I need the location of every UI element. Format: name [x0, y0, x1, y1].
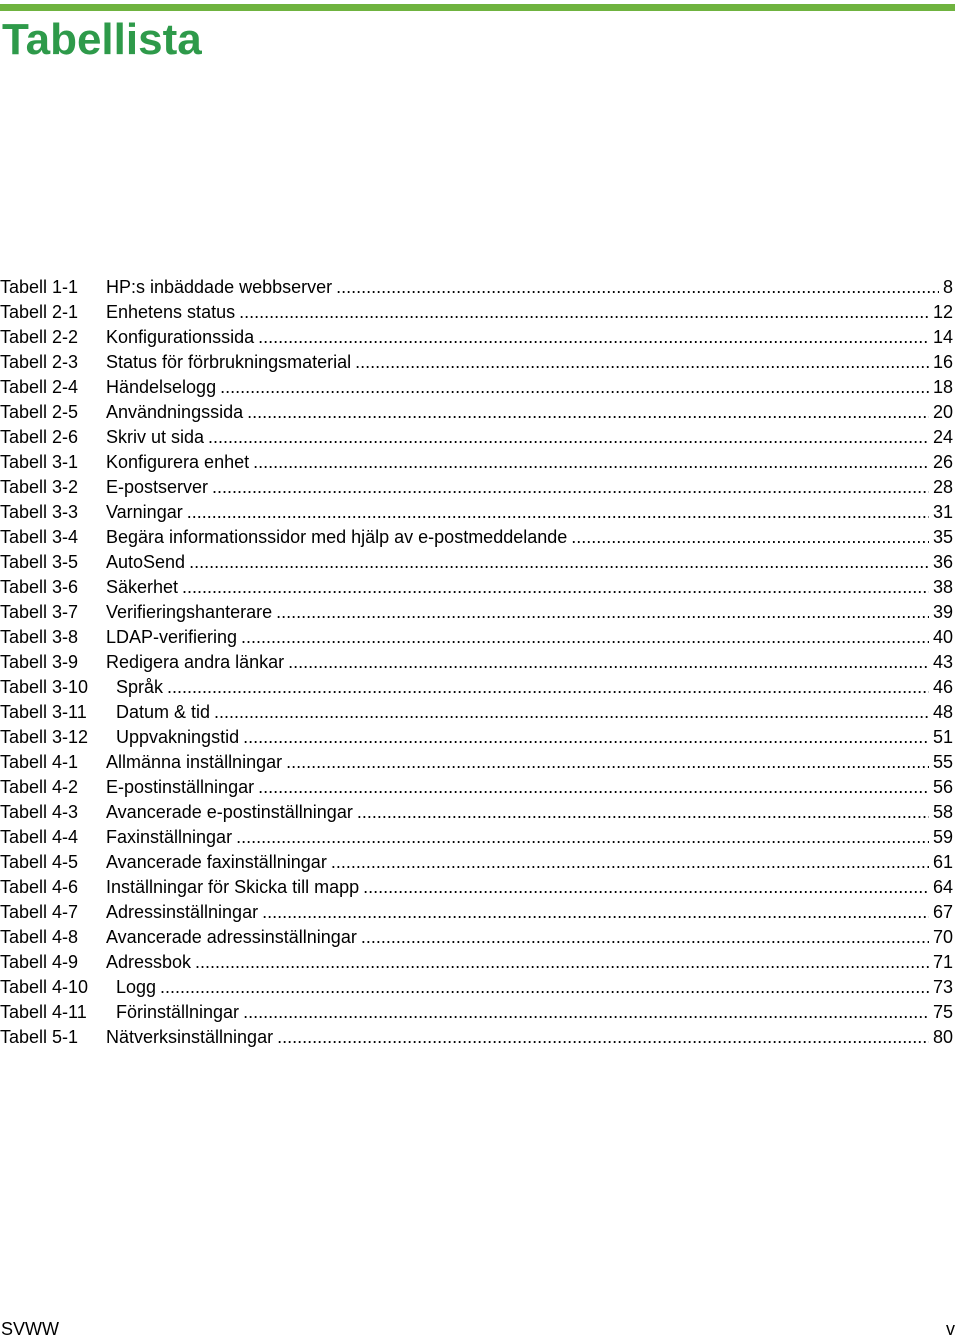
- toc-entry-title: Förinställningar: [116, 1002, 240, 1022]
- toc-entry-page: 8: [942, 277, 953, 297]
- toc-entry-number: Tabell 4-2: [0, 777, 79, 797]
- toc-entry-number: Tabell 3-7: [0, 602, 79, 622]
- toc-entry-number: Tabell 5-1: [0, 1027, 79, 1047]
- toc-entry[interactable]: [0, 950, 953, 975]
- toc-entry[interactable]: [0, 450, 953, 475]
- toc-entry[interactable]: [0, 750, 953, 775]
- toc-entry[interactable]: [0, 275, 953, 300]
- toc-entry-page: 48: [932, 702, 953, 722]
- toc-entry-page: 55: [932, 752, 953, 772]
- toc-entry[interactable]: [0, 675, 953, 700]
- toc-entry-number: Tabell 4-7: [0, 902, 79, 922]
- dot-leader: [167, 675, 929, 700]
- toc-entry-page: 75: [932, 1002, 953, 1022]
- toc-entry-page: 67: [932, 902, 953, 922]
- toc-entry-title: Adressbok: [106, 952, 192, 972]
- toc-entry-title: Avancerade faxinställningar: [106, 852, 327, 872]
- dot-leader: [355, 350, 929, 375]
- toc-entry[interactable]: [0, 900, 953, 925]
- toc-entry[interactable]: [0, 500, 953, 525]
- toc-entry-number: Tabell 3-11: [0, 702, 87, 722]
- toc-entry-number: Tabell 3-10: [0, 677, 89, 697]
- toc-entry-number: Tabell 1-1: [0, 277, 79, 297]
- toc-entry-title: Uppvakningstid: [116, 727, 240, 747]
- dot-leader: [258, 775, 929, 800]
- toc-entry-title: Adressinställningar: [106, 902, 259, 922]
- toc-entry-page: 71: [932, 952, 953, 972]
- dot-leader: [189, 550, 929, 575]
- toc-entry[interactable]: [0, 850, 953, 875]
- toc-entry-page: 43: [932, 652, 953, 672]
- toc-entry-number: Tabell 4-10: [0, 977, 89, 997]
- toc-entry-title: Nätverksinställningar: [106, 1027, 274, 1047]
- dot-leader: [236, 825, 929, 850]
- toc-entry-page: 18: [932, 377, 953, 397]
- toc-entry-number: Tabell 2-5: [0, 402, 79, 422]
- page-title: Tabellista: [2, 15, 202, 64]
- toc-entry-title: HP:s inbäddade webbserver: [106, 277, 333, 297]
- toc-entry-page: 20: [932, 402, 953, 422]
- toc-entry[interactable]: [0, 525, 953, 550]
- toc-entry-title: LDAP-verifiering: [106, 627, 238, 647]
- dot-leader: [243, 1000, 929, 1025]
- toc-entry-number: Tabell 4-3: [0, 802, 79, 822]
- toc-entry[interactable]: [0, 825, 953, 850]
- toc-entry-title: Konfigurationssida: [106, 327, 255, 347]
- toc-entry-title: Redigera andra länkar: [106, 652, 285, 672]
- toc-entry[interactable]: [0, 800, 953, 825]
- toc-entry-title: Skriv ut sida: [106, 427, 205, 447]
- toc-entry-title: Händelselogg: [106, 377, 217, 397]
- toc-entry-number: Tabell 4-11: [0, 1002, 87, 1022]
- toc-entry-page: 51: [932, 727, 953, 747]
- toc-entry-title: Logg: [116, 977, 157, 997]
- header-rule: [0, 4, 955, 11]
- dot-leader: [208, 425, 929, 450]
- toc-entry-title: Säkerhet: [106, 577, 179, 597]
- toc-entry-page: 38: [932, 577, 953, 597]
- dot-leader: [331, 850, 929, 875]
- toc-entry[interactable]: [0, 425, 953, 450]
- toc-entry-page: 40: [932, 627, 953, 647]
- toc-entry-page: 31: [932, 502, 953, 522]
- toc-entry-page: 80: [932, 1027, 953, 1047]
- dot-leader: [357, 800, 929, 825]
- toc-entry-page: 14: [932, 327, 953, 347]
- toc-entry[interactable]: [0, 400, 953, 425]
- toc-entry-title: AutoSend: [106, 552, 186, 572]
- toc-entry-title: Status för förbrukningsmaterial: [106, 352, 352, 372]
- toc-entry[interactable]: [0, 625, 953, 650]
- dot-leader: [262, 900, 929, 925]
- toc-entry-number: Tabell 3-8: [0, 627, 79, 647]
- toc-entry-number: Tabell 4-9: [0, 952, 79, 972]
- toc-entry-title: Enhetens status: [106, 302, 236, 322]
- toc-entry-page: 61: [932, 852, 953, 872]
- footer-page-number: v: [946, 1319, 955, 1339]
- toc-entry-number: Tabell 2-1: [0, 302, 79, 322]
- toc-entry[interactable]: [0, 925, 953, 950]
- dot-leader: [277, 1025, 929, 1050]
- toc-entry-number: Tabell 3-6: [0, 577, 79, 597]
- toc-entry-number: Tabell 2-6: [0, 427, 79, 447]
- dot-leader: [241, 625, 929, 650]
- toc-entry[interactable]: [0, 600, 953, 625]
- toc-entry-number: Tabell 2-4: [0, 377, 79, 397]
- toc-entry-page: 35: [932, 527, 953, 547]
- dot-leader: [160, 975, 929, 1000]
- toc-entry-page: 56: [932, 777, 953, 797]
- dot-leader: [243, 725, 929, 750]
- toc-entry-number: Tabell 4-4: [0, 827, 79, 847]
- dot-leader: [212, 475, 929, 500]
- toc-entry-number: Tabell 3-4: [0, 527, 79, 547]
- dot-leader: [288, 650, 929, 675]
- toc-entry-number: Tabell 3-2: [0, 477, 79, 497]
- toc-entry-page: 73: [932, 977, 953, 997]
- toc-entry[interactable]: [0, 375, 953, 400]
- toc-entry-title: Konfigurera enhet: [106, 452, 250, 472]
- toc-entry[interactable]: [0, 1025, 953, 1050]
- toc-entry-number: Tabell 3-5: [0, 552, 79, 572]
- toc-entry-title: Avancerade e-postinställningar: [106, 802, 353, 822]
- toc-entry-number: Tabell 4-8: [0, 927, 79, 947]
- toc-entry-title: E-postserver: [106, 477, 209, 497]
- toc-entry[interactable]: [0, 1000, 953, 1025]
- toc-entry-number: Tabell 3-3: [0, 502, 79, 522]
- toc-entry[interactable]: [0, 975, 953, 1000]
- toc-entry-title: Faxinställningar: [106, 827, 233, 847]
- toc-entry-title: Allmänna inställningar: [106, 752, 283, 772]
- toc-entry-title: E-postinställningar: [106, 777, 255, 797]
- dot-leader: [276, 600, 929, 625]
- dot-leader: [239, 300, 929, 325]
- dot-leader: [258, 325, 929, 350]
- footer-left-label: SVWW: [1, 1319, 59, 1339]
- toc-entry-title: Användningssida: [106, 402, 244, 422]
- toc-entry-title: Inställningar för Skicka till mapp: [106, 877, 360, 897]
- toc-entry-number: Tabell 4-6: [0, 877, 79, 897]
- dot-leader: [214, 700, 929, 725]
- dot-leader: [182, 575, 929, 600]
- toc-entry[interactable]: [0, 300, 953, 325]
- toc-entry-title: Datum & tid: [116, 702, 211, 722]
- toc-entry-page: 24: [932, 427, 953, 447]
- toc-entry-number: Tabell 4-5: [0, 852, 79, 872]
- toc-entry[interactable]: [0, 575, 953, 600]
- dot-leader: [247, 400, 929, 425]
- toc-entry[interactable]: [0, 475, 953, 500]
- toc-entry-page: 26: [932, 452, 953, 472]
- toc-entry-number: Tabell 2-3: [0, 352, 79, 372]
- dot-leader: [363, 875, 929, 900]
- toc-entry[interactable]: [0, 700, 953, 725]
- dot-leader: [286, 750, 929, 775]
- toc-entry-page: 59: [932, 827, 953, 847]
- dot-leader: [195, 950, 929, 975]
- toc-entry-title: Verifieringshanterare: [106, 602, 273, 622]
- toc-entry-page: 46: [932, 677, 953, 697]
- dot-leader: [187, 500, 929, 525]
- toc-entry-page: 12: [932, 302, 953, 322]
- toc-entry-page: 36: [932, 552, 953, 572]
- toc-entry[interactable]: [0, 875, 953, 900]
- toc-entry-title: Varningar: [106, 502, 183, 522]
- toc-entry-number: Tabell 3-9: [0, 652, 79, 672]
- toc-entry[interactable]: [0, 350, 953, 375]
- toc-entry-page: 39: [932, 602, 953, 622]
- dot-leader: [361, 925, 929, 950]
- toc-entry[interactable]: [0, 650, 953, 675]
- toc-entry-number: Tabell 2-2: [0, 327, 79, 347]
- toc-entry-number: Tabell 3-1: [0, 452, 79, 472]
- toc-entry-page: 16: [932, 352, 953, 372]
- toc-entry-title: Avancerade adressinställningar: [106, 927, 357, 947]
- toc-entry-page: 70: [932, 927, 953, 947]
- toc-entry[interactable]: [0, 325, 953, 350]
- toc-entry[interactable]: [0, 725, 953, 750]
- toc-entry[interactable]: [0, 550, 953, 575]
- dot-leader: [220, 375, 929, 400]
- toc-entry-number: Tabell 4-1: [0, 752, 79, 772]
- dot-leader: [336, 275, 939, 300]
- toc-entry[interactable]: [0, 775, 953, 800]
- toc-entry-number: Tabell 3-12: [0, 727, 89, 747]
- dot-leader: [253, 450, 929, 475]
- toc-entry-page: 58: [932, 802, 953, 822]
- dot-leader: [571, 525, 929, 550]
- toc-entry-title: Språk: [116, 677, 164, 697]
- toc-entry-page: 64: [932, 877, 953, 897]
- toc-entry-page: 28: [932, 477, 953, 497]
- toc-entry-title: Begära informationssidor med hjälp av e-postmeddelande: [106, 527, 568, 547]
- table-of-tables: [0, 275, 953, 1050]
